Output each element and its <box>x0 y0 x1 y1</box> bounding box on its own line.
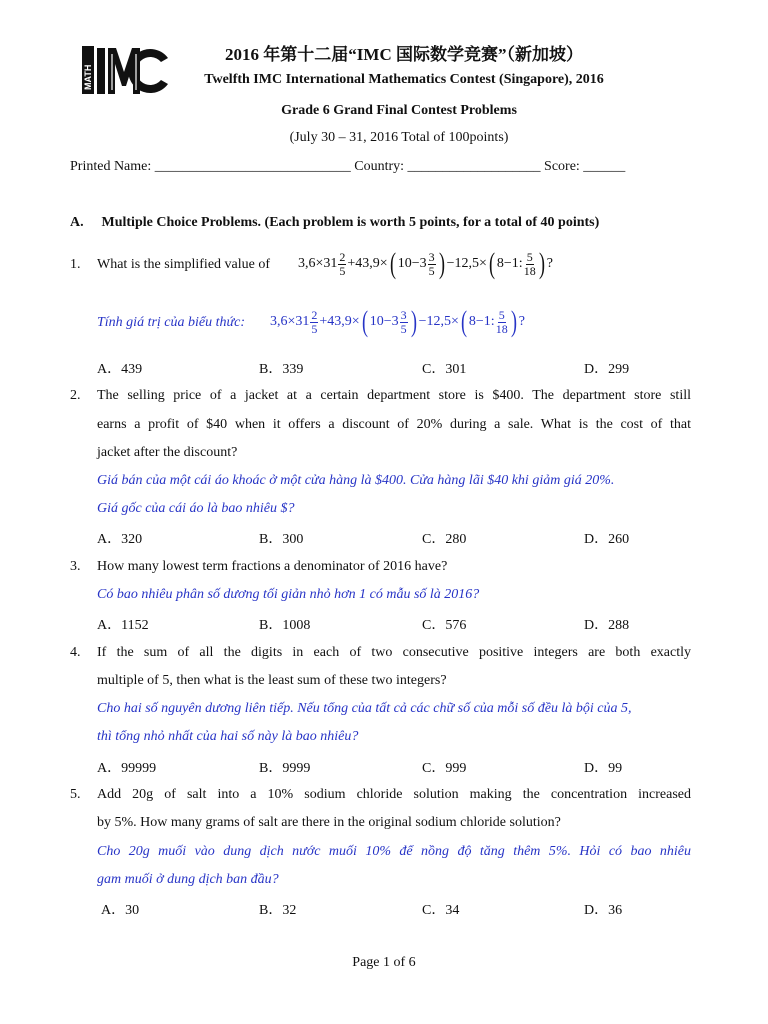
question-text-en: by 5%. How many grams of salt are there in the original sodium chloride solution? <box>97 815 561 830</box>
student-info-line: Printed Name: ____________________________ Country: ___________________ Score: ______ <box>70 159 626 174</box>
section-label: A. <box>70 215 84 230</box>
option-c: C．576 <box>422 618 467 633</box>
option-b: B．1008 <box>259 618 311 633</box>
question-text-en: jacket after the discount? <box>97 445 238 460</box>
date-line: (July 30 – 31, 2016 Total of 100points) <box>289 130 509 145</box>
option-c: C．280 <box>422 532 467 547</box>
option-d: D．36 <box>584 903 623 918</box>
contest-subtitle: Grade 6 Grand Final Contest Problems <box>281 103 517 118</box>
option-c: C．999 <box>422 761 467 776</box>
option-b: B．339 <box>259 362 304 377</box>
question-text-vi: Giá bán của một cái áo khoác ở một cửa hàng là $400. Cửa hàng lãi $40 khi giảm giá 20%. <box>97 473 615 488</box>
svg-text:MATH: MATH <box>83 64 93 90</box>
title-chinese: 2016 年第十二届“IMC 国际数学竞赛”（新加坡） <box>225 45 583 64</box>
math-expression: 3,6×31 $\frac{2}{5}$ +43,9× ( 10−3 $\frac{3}{5}$ ) −12,5× ( 8−1: $\frac{5}{18}$ ) ? <box>298 247 553 280</box>
option-b: B．300 <box>259 532 304 547</box>
math-expression-vi: 3,6×31 $\frac{2}{5}$ +43,9× ( 10−3 $\frac{3}{5}$ ) −12,5× ( 8−1: $\frac{5}{18}$ ) ? <box>270 305 525 338</box>
section-heading <box>70 215 599 231</box>
question-text-en: If the sum of all the digits in each of two consecutive positive integers are both exactly <box>97 645 691 660</box>
section-title: Multiple Choice Problems. (Each problem is worth 5 points, for a total of 40 points) <box>101 215 600 230</box>
option-d: D．288 <box>584 618 630 633</box>
option-a: A．30 <box>101 903 140 918</box>
question-text-en: How many lowest term fractions a denominator of 2016 have? <box>97 559 448 574</box>
question-text-vi: thì tổng nhỏ nhất của hai số này là bao nhiêu? <box>97 729 359 744</box>
question-text-en: multiple of 5, then what is the least sum of these two integers? <box>97 673 447 688</box>
option-b: B．32 <box>259 903 297 918</box>
question-number: 1. <box>70 257 81 272</box>
question-text-vi: Có bao nhiêu phân số dương tối giản nhỏ hơn 1 có mẫu số là 2016? <box>97 587 480 602</box>
option-d: D．260 <box>584 532 630 547</box>
question-text-en: Add 20g of salt into a 10% sodium chloride solution making the concentration increased <box>97 787 691 802</box>
option-a: A．1152 <box>97 618 149 633</box>
question-text-vi: Cho 20g muối vào dung dịch nước muối 10% để nồng độ tăng thêm 5%. Hỏi có bao nhiêu <box>97 844 691 859</box>
option-a: A．439 <box>97 362 143 377</box>
question-text-vi: gam muối ở dung dịch ban đầu? <box>97 872 279 887</box>
question-text-vi: Giá gốc của cái áo là bao nhiêu $? <box>97 501 295 516</box>
question-text-en: What is the simplified value of <box>97 257 271 272</box>
question-number: 3. <box>70 559 81 574</box>
option-c: C．301 <box>422 362 467 377</box>
question-number: 4. <box>70 645 81 660</box>
option-c: C．34 <box>422 903 460 918</box>
question-text-en: The selling price of a jacket at a certain department store is $400. The department store still <box>97 388 691 403</box>
option-d: D．299 <box>584 362 630 377</box>
option-d: D．99 <box>584 761 623 776</box>
question-number: 2. <box>70 388 81 403</box>
option-a: A．99999 <box>97 761 157 776</box>
option-b: B．9999 <box>259 761 311 776</box>
title-english: Twelfth IMC International Mathematics Contest (Singapore), 2016 <box>204 72 604 87</box>
page-number: Page 1 of 6 <box>352 955 416 970</box>
question-text-vi: Cho hai số nguyên dương liên tiếp. Nếu tổng của tất cả các chữ số của mỗi số đều là bội của 5, <box>97 701 632 716</box>
question-text-vi: Tính giá trị của biểu thức: <box>97 315 246 330</box>
question-number: 5. <box>70 787 81 802</box>
question-text-en: earns a profit of $40 when it offers a discount of 20% during a sale. What is the cost of that <box>97 417 691 432</box>
option-a: A．320 <box>97 532 143 547</box>
